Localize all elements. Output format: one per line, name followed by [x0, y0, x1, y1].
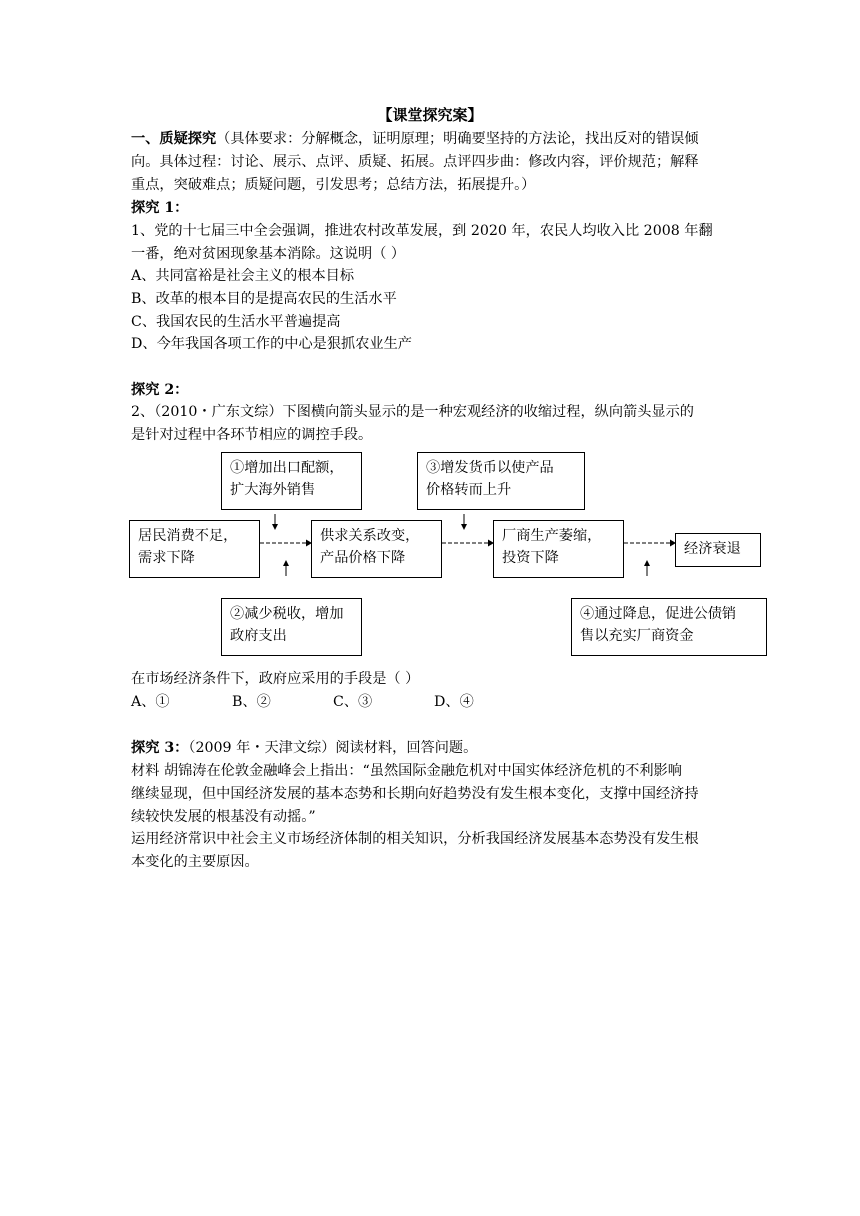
flow-step-2-line1: 供求关系改变， — [320, 528, 420, 544]
explore1-option-c: C、我国农民的生活水平普遍提高 — [131, 314, 341, 330]
section1-line1-rest: （具体要求：分解概念，证明原理；明确要坚持的方法论，找出反对的错误倾 — [216, 131, 699, 147]
dashed-arrow-right-icon — [624, 538, 676, 548]
measure-box-4 — [571, 598, 767, 656]
explore1-option-d: D、今年我国各项工作的中心是狠抓农业生产 — [131, 336, 412, 352]
measure-box-4-line1: ④通过降息，促进公债销 — [580, 606, 737, 622]
measure-box-3 — [417, 452, 585, 510]
arrow-down-icon — [459, 514, 469, 530]
explore1-question-line1: 1、党的十七届三中全会强调，推进农村改革发展，到 2020 年，农民人均收入比 2008 年翻 — [131, 223, 713, 239]
measure-box-2-line1: ②减少税收，增加 — [230, 606, 344, 622]
flow-step-1 — [129, 520, 260, 578]
explore3-task-line1: 运用经济常识中社会主义市场经济体制的相关知识，分析我国经济发展基本态势没有发生根 — [131, 831, 699, 847]
explore1-heading: 探究 1： — [131, 200, 189, 216]
flow-step-1-line2: 需求下降 — [138, 550, 195, 566]
explore2-question-line1: 2、（2010・广东文综）下图横向箭头显示的是一种宏观经济的收缩过程，纵向箭头显示的 — [131, 404, 694, 420]
explore2-question-line2: 是针对过程中各环节相应的调控手段。 — [131, 427, 373, 443]
flow-step-4-label: 经济衰退 — [684, 541, 741, 557]
explore3-material-line1: 材料 胡锦涛在伦敦金融峰会上指出：“虽然国际金融危机对中国实体经济危机的不利影响 — [131, 763, 682, 779]
explore1-option-b: B、改革的根本目的是提高农民的生活水平 — [131, 291, 397, 307]
section1-line1 — [131, 128, 699, 150]
measure-box-3-line1: ③增发货币以使产品 — [426, 460, 554, 476]
explore3-header — [131, 737, 477, 759]
arrow-down-icon — [270, 514, 280, 530]
measure-box-4-line2: 售以充实厂商资金 — [580, 628, 694, 644]
arrow-up-icon — [642, 560, 652, 576]
section1-line2: 向。具体过程：讨论、展示、点评、质疑、拓展。点评四步曲：修改内容，评价规范；解释 — [131, 154, 699, 170]
explore2-heading: 探究 2： — [131, 382, 189, 398]
dashed-arrow-right-icon — [260, 538, 312, 548]
explore3-source: （2009 年・天津文综）阅读材料，回答问题。 — [188, 740, 478, 756]
explore2-question: 在市场经济条件下，政府应采用的手段是（ ） — [131, 671, 420, 687]
measure-box-2-line2: 政府支出 — [230, 628, 287, 644]
measure-box-1-line1: ①增加出口配额， — [230, 460, 344, 476]
flow-step-4 — [675, 533, 761, 567]
measure-box-1 — [221, 452, 362, 510]
flow-step-3 — [493, 520, 624, 578]
explore3-material-line3: 续较快发展的根基没有动摇。” — [131, 809, 316, 825]
flow-step-1-line1: 居民消费不足， — [138, 528, 238, 544]
flow-step-3-line1: 厂商生产萎缩， — [502, 528, 602, 544]
explore3-task-line2: 本变化的主要原因。 — [131, 854, 259, 870]
flow-step-3-line2: 投资下降 — [502, 550, 559, 566]
dashed-arrow-right-icon — [442, 538, 494, 548]
flow-step-2 — [311, 520, 442, 578]
measure-box-2 — [221, 598, 362, 656]
explore3-material-line2: 继续显现，但中国经济发展的基本态势和长期向好趋势没有发生根本变化，支撑中国经济持 — [131, 786, 699, 802]
explore2-option-d: D、④ — [434, 694, 474, 710]
page-title: 【课堂探究案】 — [377, 106, 483, 124]
arrow-up-icon — [281, 560, 291, 576]
flow-step-2-line2: 产品价格下降 — [320, 550, 406, 566]
explore2-option-c: C、③ — [333, 694, 373, 710]
explore2-option-a: A、① — [131, 694, 170, 710]
measure-box-1-line2: 扩大海外销售 — [230, 482, 316, 498]
section1-heading: 一、质疑探究 — [131, 131, 217, 147]
measure-box-3-line2: 价格转而上升 — [426, 482, 512, 498]
explore3-heading: 探究 3： — [131, 740, 189, 756]
explore1-question-line2: 一番，绝对贫困现象基本消除。这说明（ ） — [131, 246, 406, 262]
explore2-option-b: B、② — [232, 694, 271, 710]
section1-line3: 重点，突破难点；质疑问题，引发思考；总结方法，拓展提升。） — [131, 177, 536, 193]
explore1-option-a: A、共同富裕是社会主义的根本目标 — [131, 268, 355, 284]
